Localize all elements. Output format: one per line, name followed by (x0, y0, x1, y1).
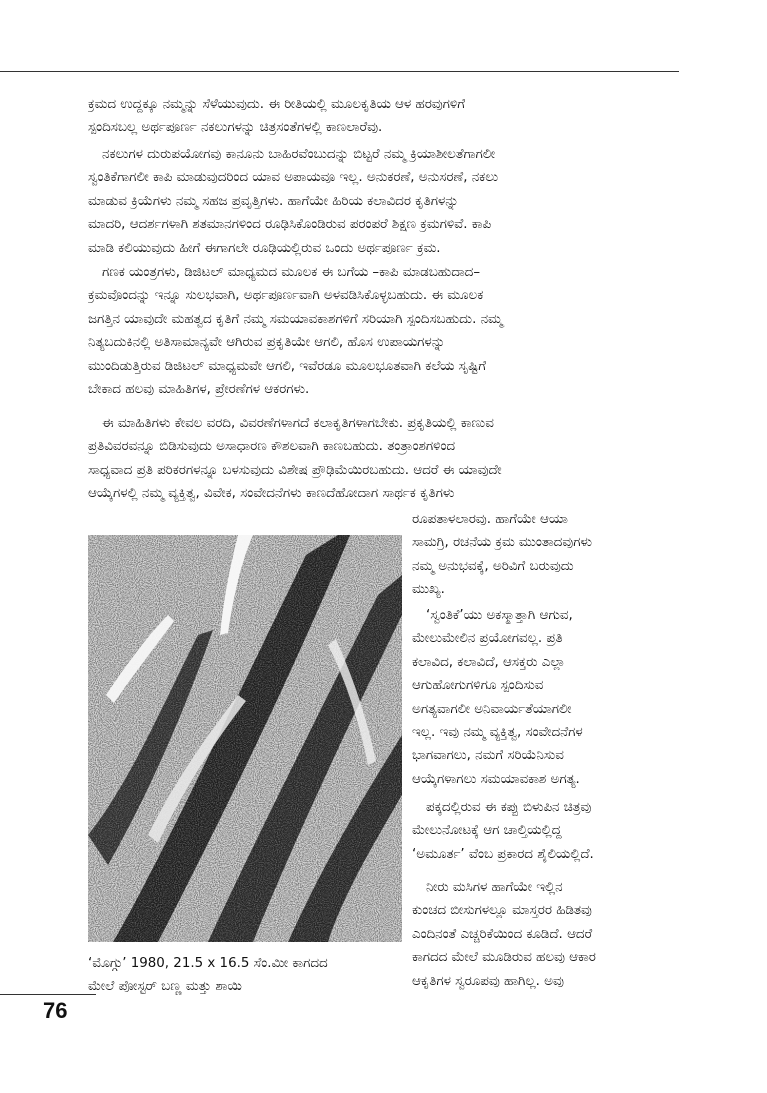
caption-line: ‘ಮೊಗ್ಗು’ 1980, 21.5 x 16.5 ಸೆಂ.ಮೀ ಕಾಗದದ (88, 956, 328, 971)
body-paragraph (88, 143, 682, 260)
body-paragraph (88, 93, 682, 140)
text-line: ಕುಂಚದ ಬೀಸುಗಳಲ್ಲೂ ಮಾಸ್ತರರ ಹಿಡಿತವು (412, 903, 592, 919)
column-paragraph (412, 796, 684, 866)
text-line: ಗಣಕ ಯಂತ್ರಗಳು, ಡಿಜಿಟಲ್ ಮಾಧ್ಯಮದ ಮೂಲಕ ಈ ಬಗೆಯ –ಕಾಪಿ ಮಾಡಬಹುದಾದ– (102, 265, 481, 280)
text-line: ಮೇಲುನೋಟಕ್ಕೆ ಆಗ ಚಾಲ್ತಿಯಲ್ಲಿದ್ದ (412, 823, 562, 839)
figure-caption (88, 952, 408, 998)
text-line: ನೀರು ಮಸಿಗಳ ಹಾಗೆಯೇ ಇಲ್ಲಿನ (426, 880, 563, 895)
text-line: ಕ್ರಮವೊಂದನ್ನು ಇನ್ನೂ ಸುಲಭವಾಗಿ, ಅರ್ಥಪೂರ್ಣವಾಗಿ ಅಳವಡಿಸಿಕೊಳ್ಳಬಹುದು. ಈ ಮೂಲಕ (88, 288, 484, 304)
text-line: ಸ್ಪಂದಿಸಬಲ್ಲ ಅರ್ಥಪೂರ್ಣ ನಕಲುಗಳನ್ನು ಚಿತ್ರಸಂತೆಗಳಲ್ಲಿ ಕಾಣಲಾರೆವು. (88, 120, 383, 136)
text-line: ನಮ್ಮ ಅನುಭವಕ್ಕೆ, ಅರಿವಿಗೆ ಬರುವುದು (412, 558, 574, 574)
text-line: ಆಯ್ಕೆಗಳಾಗಲು ಸಮಯಾವಕಾಶ ಅಗತ್ಯ. (412, 771, 580, 787)
caption-line: ಮೇಲೆ ಪೋಸ್ಟರ್ ಬಣ್ಣ ಮತ್ತು ಶಾಯಿ (88, 979, 242, 994)
text-line: ಮಾದರಿ, ಆದರ್ಶಗಳಾಗಿ ಶತಮಾನಗಳಿಂದ ರೂಢಿಸಿಕೊಂಡಿರುವ ಪರಂಪರೆ ಶಿಕ್ಷಣ ಕ್ರಮಗಳಿವೆ. ಕಾಪಿ (88, 217, 492, 233)
text-line: ‘ಸ್ವಂತಿಕೆ’ಯು ಅಕಸ್ಮಾತ್ತಾಗಿ ಆಗುವ, (426, 608, 573, 623)
text-line: ಕ್ರಮದ ಉದ್ದಕ್ಕೂ ನಮ್ಮನ್ನು ಸೆಳೆಯುವುದು. ಈ ರೀತಿಯಲ್ಲಿ ಮೂಲಕೃತಿಯ ಆಳ ಹರವುಗಳಿಗೆ (88, 97, 466, 112)
text-line: ಆಕೃತಿಗಳ ಸ್ವರೂಪವು ಹಾಗಿಲ್ಲ. ಅವು (412, 973, 564, 989)
artwork-image (88, 535, 402, 942)
text-line: ಕಾಗದದ ಮೇಲೆ ಮೂಡಿರುವ ಹಲವು ಆಕಾರ (412, 950, 596, 966)
body-paragraph (88, 412, 682, 506)
text-line: ಇಲ್ಲ. ಇವು ನಮ್ಮ ವ್ಯಕ್ತಿತ್ವ, ಸಂವೇದನೆಗಳ (412, 725, 583, 741)
text-line: ಜಗತ್ತಿನ ಯಾವುದೇ ಮಹತ್ವದ ಕೃತಿಗೆ ನಮ್ಮ ಸಮಯಾವಕಾಶಗಳಿಗೆ ಸರಿಯಾಗಿ ಸ್ಪಂದಿಸಬಹುದು. ನಮ್ಮ (88, 311, 503, 327)
text-line: ನಿತ್ಯಬದುಕಿನಲ್ಲಿ ಅತಿಸಾಮಾನ್ಯವೇ ಆಗಿರುವ ಪ್ರಕೃತಿಯೇ ಆಗಲಿ, ಹೊಸ ಉಪಾಯಗಳನ್ನು (88, 335, 446, 351)
artwork-image-graphic (88, 535, 402, 942)
page-number: 76 (43, 998, 68, 1023)
text-line: ಸಾಮಗ್ರಿ, ರಚನೆಯ ಕ್ರಮ ಮುಂತಾದವುಗಳು (412, 535, 593, 551)
text-line: ಕಲಾವಿದ, ಕಲಾವಿದೆ, ಆಸಕ್ತರು ಎಲ್ಲಾ (412, 654, 566, 670)
text-line: ಸ್ವಂತಿಕೆಗಾಗಲೀ ಕಾಪಿ ಮಾಡುವುದರಿಂದ ಯಾವ ಅಪಾಯವೂ ಇಲ್ಲ. ಅನುಕರಣೆ, ಅನುಸರಣೆ, ನಕಲು (88, 170, 499, 186)
column-paragraph (412, 604, 684, 791)
column-paragraph (412, 508, 684, 602)
text-line: ಎಂದಿನಂತೆ ಎಚ್ಚರಿಕೆಯಿಂದ ಕೂಡಿದೆ. ಆದರೆ (412, 926, 593, 942)
text-line: ಮುಖ್ಯ. (412, 582, 445, 598)
text-line: ಆಯ್ಕೆಗಳಲ್ಲಿ ನಮ್ಮ ವ್ಯಕ್ತಿತ್ವ, ವಿವೇಕ, ಸಂವೇದನೆಗಳು ಕಾಣದೆಹೋದಾಗ ಸಾರ್ಥಕ ಕೃತಿಗಳು (88, 486, 455, 502)
text-line: ಪಕ್ಕದಲ್ಲಿರುವ ಈ ಕಪ್ಪು ಬಿಳುಪಿನ ಚಿತ್ರವು (426, 800, 592, 815)
column-paragraph (412, 876, 684, 993)
text-line: ಪ್ರತಿವಿವರವನ್ನೂ ಬಿಡಿಸುವುದು ಅಸಾಧಾರಣ ಕೌಶಲವಾಗಿ ಕಾಣಬಹುದು. ತಂತ್ರಾಂಶಗಳಿಂದ (88, 439, 456, 455)
text-line: ಮಾಡುವ ಕ್ರಿಯೆಗಳು ನಮ್ಮ ಸಹಜ ಪ್ರವೃತ್ತಿಗಳು. ಹಾಗೆಯೇ ಹಿರಿಯ ಕಲಾವಿದರ ಕೃತಿಗಳನ್ನು (88, 193, 459, 209)
text-line: ಮಾಡಿ ಕಲಿಯುವುದು ಹೀಗೆ ಈಗಾಗಲೇ ರೂಢಿಯಲ್ಲಿರುವ ಒಂದು ಅರ್ಥಪೂರ್ಣ ಕ್ರಮ. (88, 240, 441, 256)
body-paragraph (88, 261, 682, 401)
top-rule (0, 71, 679, 72)
text-line: ಭಾಗವಾಗಲು, ನಮಗೆ ಸರಿಯೆನಿಸುವ (412, 748, 564, 764)
footer-rule (0, 994, 96, 995)
text-line: ನಕಲುಗಳ ದುರುಪಯೋಗವು ಕಾನೂನು ಬಾಹಿರವೆಂಬುದನ್ನು ಬಿಟ್ಟರೆ ನಮ್ಮ ಕ್ರಿಯಾಶೀಲತೆಗಾಗಲೀ (102, 147, 496, 162)
text-line: ಅಗತ್ಯವಾಗಲೀ ಅನಿವಾರ್ಯತೆಯಾಗಲೀ (412, 701, 572, 717)
text-line: ಬೇಕಾದ ಹಲವು ಮಾಹಿತಿಗಳ, ಪ್ರೇರಣೆಗಳ ಆಕರಗಳು. (88, 382, 310, 398)
text-line: ರೂಪತಾಳಲಾರವು. ಹಾಗೆಯೇ ಆಯಾ (412, 512, 568, 527)
text-line: ಈ ಮಾಹಿತಿಗಳು ಕೇವಲ ವರದಿ, ವಿವರಣೆಗಳಾಗದೆ ಕಲಾಕೃತಿಗಳಾಗಬೇಕು. ಪ್ರಕೃತಿಯಲ್ಲಿ ಕಾಣುವ (102, 416, 494, 431)
text-line: ಮೇಲುಮೇಲಿನ ಪ್ರಯೋಗವಲ್ಲ. ಪ್ರತಿ (412, 631, 563, 647)
text-line: ಸಾಧ್ಯವಾದ ಪ್ರತಿ ಪರಿಕರಗಳನ್ನೂ ಬಳಸುವುದು ವಿಶೇಷ ಪ್ರೌಢಿಮೆಯಿರಬಹುದು. ಆದರೆ ಈ ಯಾವುದೇ (88, 462, 502, 478)
text-line: ಮುಂದಿಡುತ್ತಿರುವ ಡಿಜಿಟಲ್ ಮಾಧ್ಯಮವೇ ಆಗಲಿ, ಇವೆರಡೂ ಮೂಲಭೂತವಾಗಿ ಕಲೆಯ ಸೃಷ್ಟಿಗೆ (88, 358, 486, 374)
text-line: ಆಗುಹೋಗುಗಳಿಗೂ ಸ್ಪಂದಿಸುವ (412, 678, 544, 694)
text-line: ‘ಅಮೂರ್ತ’ ವೆಂಬ ಪ್ರಕಾರದ ಶೈಲಿಯಲ್ಲಿದೆ. (412, 846, 594, 862)
